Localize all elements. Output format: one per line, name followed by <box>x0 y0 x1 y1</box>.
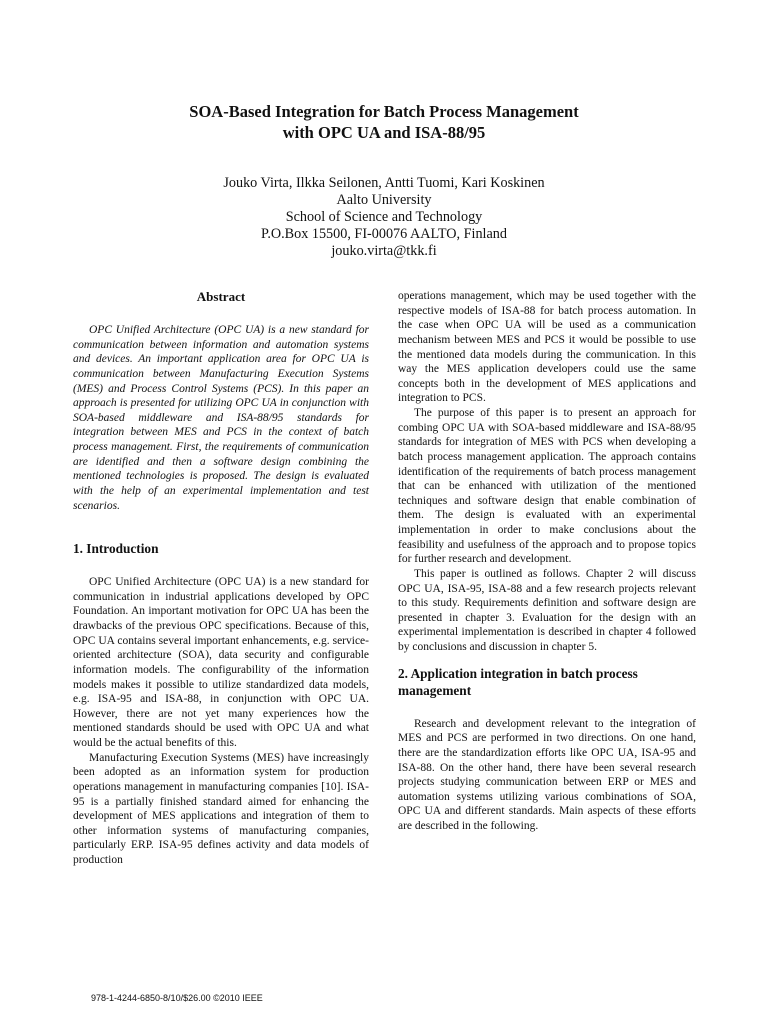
author-names: Jouko Virta, Ilkka Seilonen, Antti Tuomi, Kari Koskinen <box>223 175 545 191</box>
author-email: jouko.virta@tkk.fi <box>331 243 437 259</box>
section-1-paragraph-1: OPC Unified Architecture (OPC UA) is a new standard for communication in industrial applications developed by OPC Foundation. An important motivation for OPC UA has been the drawbacks of the previous OPC specifications. Because of this, OPC UA contains several important enhancements, e.g. service-oriented architecture (SOA), data security and configurable information models. The configurability of the information models makes it possible to utilize standardized data models, e.g. ISA-95 and ISA-88, in conjunction with OPC UA. However, there are not yet many experiences how the mentioned standards should be used with OPC UA and what would be the actual benefits of this. <box>73 576 369 749</box>
affiliation-school: School of Science and Technology <box>285 209 483 225</box>
copyright-footer: 978-1-4244-6850-8/10/$26.00 ©2010 IEEE <box>91 993 263 1003</box>
section-1-paragraph-2: Manufacturing Execution Systems (MES) have increasingly been adopted as an information system for production operations management in manufacturing companies [10]. ISA-95 is a partially finished standard aimed for enhancing the development of MES applications and integration of them to other information systems of manufacturing companies, particularly ERP. ISA-95 defines activity and data models of production <box>73 751 369 866</box>
abstract-heading: Abstract <box>196 289 246 304</box>
paper-title <box>0 101 768 143</box>
section-2-heading: 2. Application integration in batch process management <box>398 665 638 698</box>
author-block <box>0 175 768 260</box>
abstract-text: OPC Unified Architecture (OPC UA) is a new standard for communication between information and automation systems and devices. An important application area for OPC UA is communication between Manufacturing Execution Systems (MES) and Process Control Systems (PCS). In this paper an approach is presented for utilizing OPC UA in conjunction with SOA-based middleware and ISA-88/95 standards for integration between MES and PCS in the context of batch process management. First, the requirements of communication are identified and then a software design combining the mentioned technologies is proposed. The design is evaluated with the help of an experimental implementation and test scenarios. <box>73 324 369 512</box>
section-1-heading: 1. Introduction <box>73 541 159 557</box>
section-1-paragraph-5: This paper is outlined as follows. Chapter 2 will discuss OPC UA, ISA-95, ISA-88 and a few research projects relevant to this study. Requirements definition and software design are presented in chapter 3. Evaluation for the design with an experimental implementation is described in chapter 4 followed by conclusions and discussion in chapter 5. <box>398 567 696 653</box>
paper-title-line-2: with OPC UA and ISA-88/95 <box>282 123 486 142</box>
right-column <box>398 289 696 834</box>
section-2-paragraph-1: Research and development relevant to the integration of MES and PCS are performed in two directions. On one hand, there are the standardization efforts like OPC UA, ISA-95 and ISA-88. On the other hand, there have been several research projects studying communication between ERP or MES and automation systems utilizing various combinations of SOA, OPC UA and different standards. Main aspects of these efforts are described in the following. <box>398 717 696 832</box>
section-1-paragraph-3: operations management, which may be used together with the respective models of ISA-88 for batch process automation. In the case when OPC UA will be used as a communication mechanism between MES and PCS it would be possible to use the mentioned data models during the communication. In this way the MES application developers could use the same concepts both in the development of MES applications and integration to PCS. <box>398 290 696 405</box>
paper-title-line-1: SOA-Based Integration for Batch Process Management <box>189 102 579 121</box>
affiliation-university: Aalto University <box>336 192 432 208</box>
affiliation-address: P.O.Box 15500, FI-00076 AALTO, Finland <box>261 226 507 242</box>
left-column <box>73 287 369 868</box>
section-1-paragraph-4: The purpose of this paper is to present an approach for combing OPC UA with SOA-based middleware and ISA-88/95 standards for integration of MES with PCS when developing a batch process management application. The approach contains identification of the requirements of batch process management that can be enhanced with utilization of the mentioned techniques and software design that enable combination of them. The design is evaluated with an experimental implementation in order to make conclusions about the feasibility and usefulness of the approach and to propose topics for further research and development. <box>398 407 696 566</box>
